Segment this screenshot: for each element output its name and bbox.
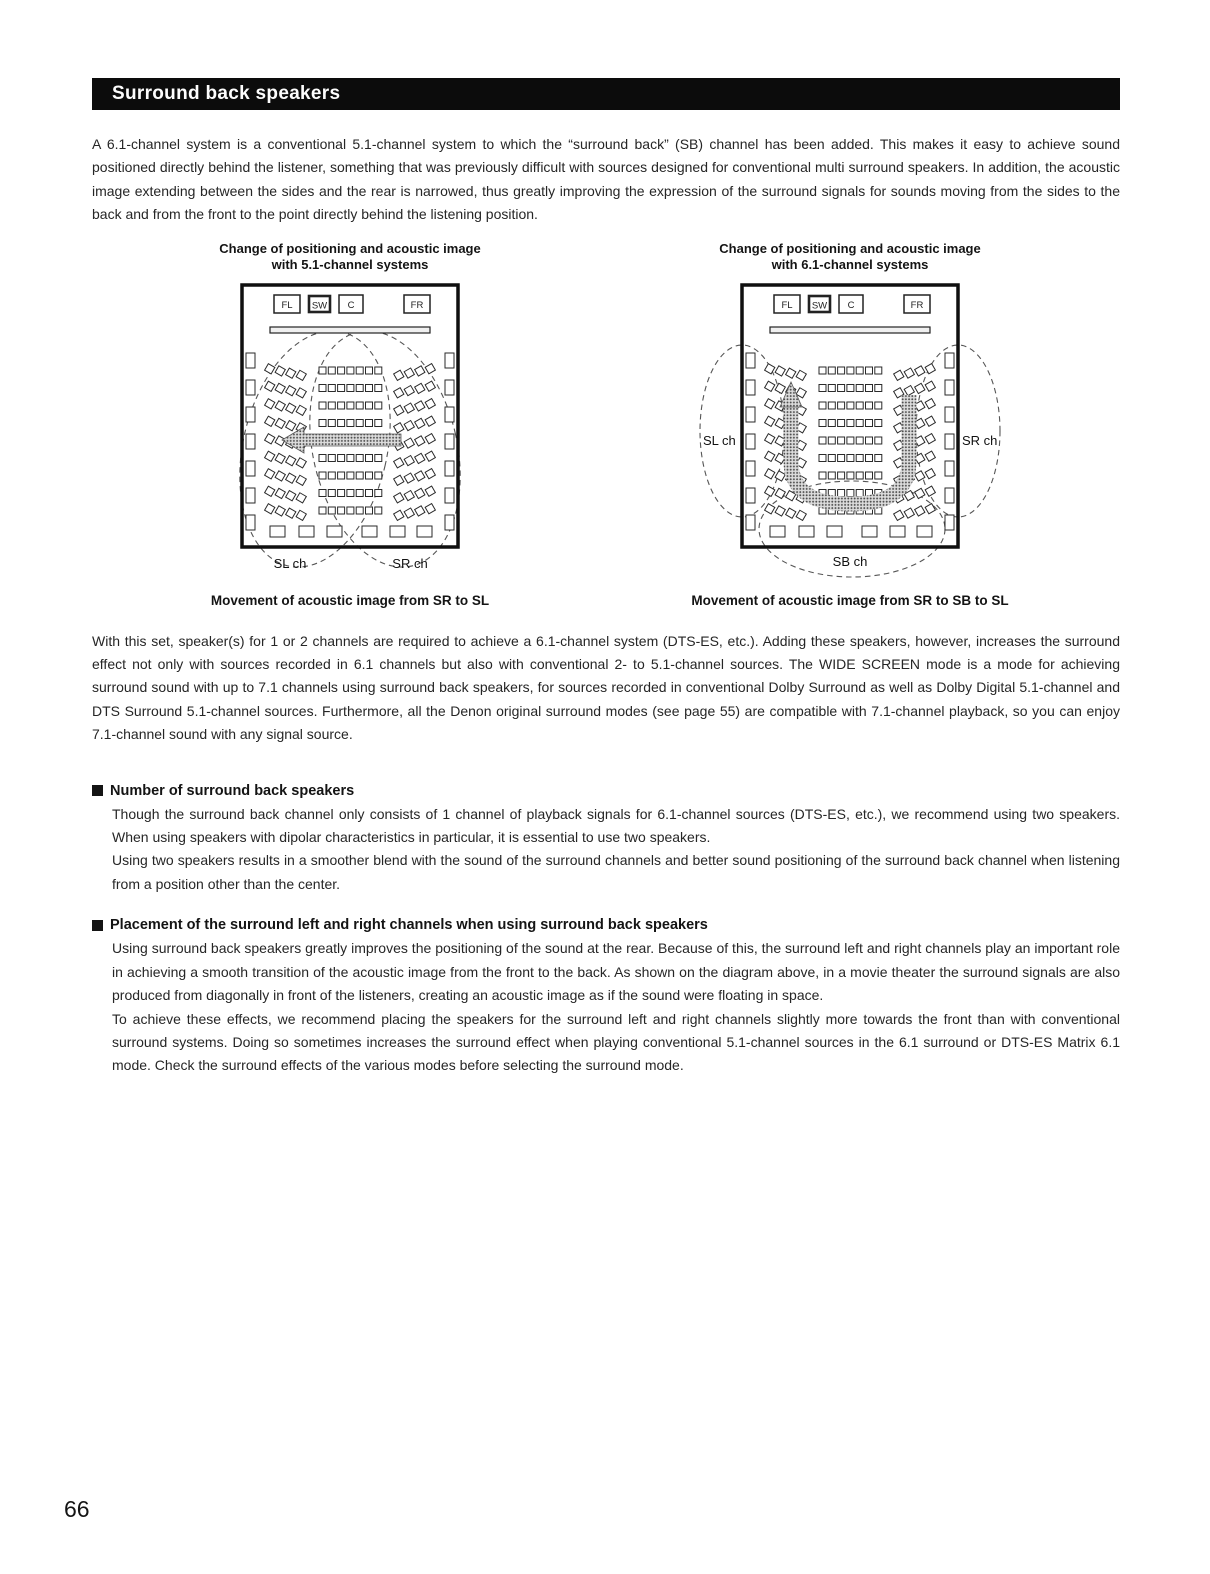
diagram-6-1-column [680,241,1020,608]
fr-label: FR [410,299,424,311]
section-paragraph: Using two speakers results in a smoother blend with the sound of the surround channels and better sound positioning of the surround back channel when listening from a position other than the center. [112,852,1120,892]
acoustic-image-arrow-sr-to-sb-to-sl [791,395,909,504]
screen [270,327,430,333]
theater-diagram-6-1 [684,283,1016,585]
diagram-6-1-caption: Movement of acoustic image from SR to SB to SL [691,592,1009,608]
section-number-of-speakers [92,783,1120,897]
sw-label: SW [811,300,828,312]
section-bullet-icon [92,785,103,796]
front-left-speaker [774,295,800,313]
diagrams-row [92,241,1120,608]
sw-label: SW [311,300,328,312]
center-speaker [839,295,863,313]
section-heading [92,783,1120,799]
diagram-6-1-title-line1: Change of positioning and acoustic image [719,240,981,256]
section-paragraph: Though the surround back channel only consists of 1 channel of playback signals for 6.1-channel sources (DTS-ES, etc.), we recommend using two speakers. When using speakers with dipolar characteristics in particular, it is essential to use two speakers. [112,805,1120,846]
section-bullet-icon [92,920,103,931]
diagram-6-1-title-line2: with 6.1-channel systems [771,257,929,273]
c-label: C [847,299,855,311]
section-heading [92,917,1120,933]
c-label: C [347,299,355,311]
middle-paragraph: With this set, speaker(s) for 1 or 2 channels are required to achieve a 6.1-channel system (DTS-ES, etc.). Adding these speakers, however, increases the surround effect not only with sources recorded in 6.1 channels but also with conventional 2- to 5.1-channel sources. The WIDE SCREEN mode is a mode for achieving surround sound with up to 7.1 channels using surround back speakers, for sources recorded in conventional Dolby Surround as well as Dolby Digital 5.1-channel and DTS Surround 5.1-channel sources. Furthermore, all the Denon original surround modes (see page 55) are compatible with 7.1-channel playback, so you can enjoy 7.1-channel sound with any signal source. [92,632,1120,743]
section-paragraph: Using surround back speakers greatly improves the positioning of the sound at the rear. Because of this, the surround left and right channels play an important role in achieving a smooth transition of the acoustic image from the front to the back. As shown on the diagram above, in a movie theater the surround signals are also produced from diagonally in front of the listeners, creating an acoustic image as if the sound were floating in space. [112,940,1120,1004]
fl-label: FL [781,299,793,311]
sl-ch-label: SL ch [703,432,736,448]
diagram-5-1-title-line1: Change of positioning and acoustic image [219,240,481,256]
page-content [92,78,1120,1078]
diagram-6-1-title [719,241,980,274]
acoustic-image-arrow-sr-to-sl [282,427,401,453]
sl-ch-label: SL ch [273,555,307,571]
diagram-5-1-column [180,241,520,608]
screen [770,327,930,333]
subwoofer-speaker [309,296,330,312]
sl-sr-zone-ellipses [218,316,482,582]
page-number: 66 [64,1496,90,1522]
page-title: Surround back speakers [112,83,341,104]
center-speaker [339,295,363,313]
subwoofer-speaker [809,296,830,312]
diagram-5-1-title-line2: with 5.1-channel systems [271,257,429,273]
sr-ch-label: SR ch [962,432,998,448]
sr-ch-label: SR ch [392,555,428,571]
front-right-speaker [404,295,430,313]
front-right-speaker [904,295,930,313]
theater-diagram-5-1 [200,283,500,585]
fl-label: FL [281,299,293,311]
section-heading-text: Number of surround back speakers [110,782,355,799]
section-paragraph: To achieve these effects, we recommend placing the speakers for the surround left and right channels slightly more towards the front than with conventional surround systems. Doing so sometimes increases the surround effect when playing conventional 5.1-channel sources in the 6.1 surround or DTS-ES Matrix 6.1 mode. Check the surround effects of the various modes before selecting the surround mode. [112,1010,1120,1074]
section-heading-text: Placement of the surround left and right channels when using surround back speakers [110,917,708,934]
section-header-bar [92,78,1120,110]
intro-paragraph: A 6.1-channel system is a conventional 5.1-channel system to which the “surround back” (SB) channel has been added. This makes it easy to achieve sound positioned directly behind the listener, something that was previously difficult with sources designed for conventional multi surround speakers. In addition, the acoustic image extending between the sides and the rear is narrowed, thus greatly improving the expression of the surround signals for sounds moving from the sides to the back and from the front to the point directly behind the listening position. [92,136,1120,223]
diagram-5-1-caption: Movement of acoustic image from SR to SL [210,592,490,608]
section-placement-of-channels [92,917,1120,1077]
fr-label: FR [910,299,924,311]
sb-ch-label: SB ch [832,553,868,569]
diagram-5-1-title [219,241,480,274]
front-left-speaker [274,295,300,313]
